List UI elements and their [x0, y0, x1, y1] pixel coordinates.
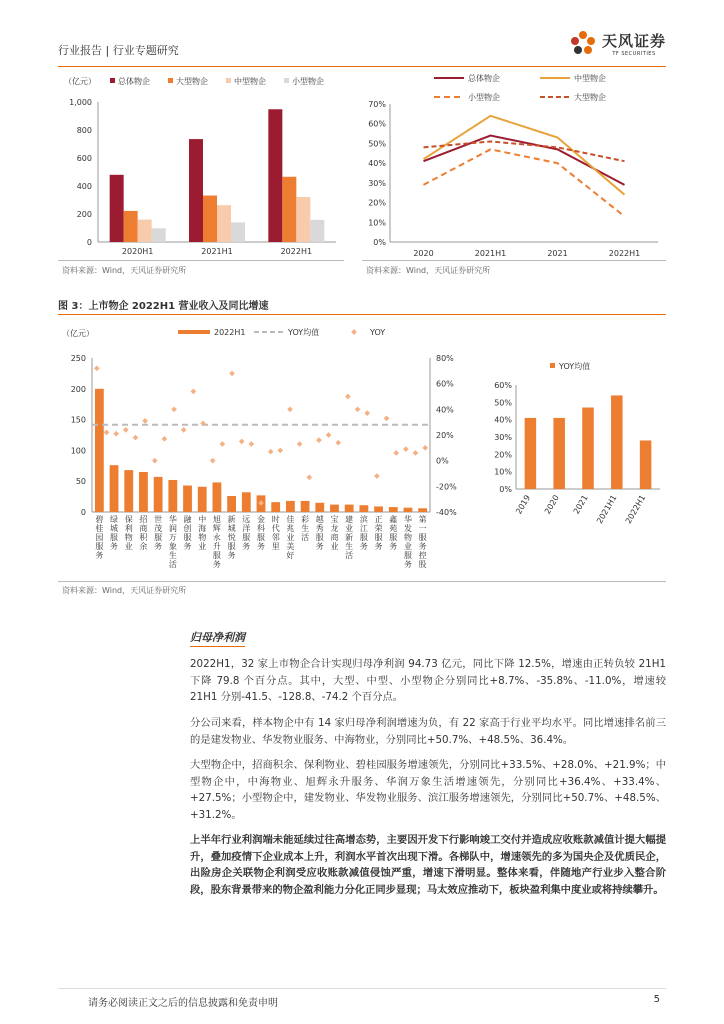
paragraph-3: 大型物企中，招商积余、保利物业、碧桂园服务增速领先，分别同比+33.5%、+28.0%、+21.9%；中型物企中，中海物业、旭辉永升服务、华润万象生活增速领先，分别同比+36.4%、+33.4%、+27.5%；小型物企中，建发物业、华发物业服务、滨江服务增速领先，分别同比+50.7%、+48.5%、+31.2%。 [190, 759, 666, 821]
chart3-bar [404, 508, 413, 512]
chart3-xtick: 越秀服务 [315, 515, 324, 551]
chart1-ytick: 200 [76, 210, 92, 219]
chart3-yoy-point [277, 448, 283, 454]
chart3-bar [213, 482, 222, 512]
chart3-yoy-point [152, 458, 158, 464]
chart3-legend-marker [351, 329, 357, 335]
chart3-xtick: 招商积余 [139, 515, 148, 551]
header-divider [58, 66, 666, 67]
chart3-xtick: 碧桂园服务 [95, 515, 104, 560]
chart-yoy-mean [480, 355, 666, 525]
chart3-bar [389, 507, 398, 512]
chart3-bar [110, 465, 119, 512]
chart3-xtick: 时代邻里 [271, 515, 280, 551]
chart2-ytick: 40% [368, 159, 386, 169]
footer-disclaimer: 请务必阅读正文之后的信息披露和免责申明 [88, 998, 278, 1009]
chart2-ytick: 10% [368, 218, 386, 228]
chart4-bar [553, 418, 565, 489]
chart1-bar [310, 220, 324, 242]
chart1-bar [124, 211, 138, 242]
chart3-ytick-right: 60% [436, 379, 454, 389]
chart1-ytick: 0 [86, 238, 92, 247]
chart1-source: 资料来源：Wind，天风证券研究所 [62, 266, 187, 275]
chart4-ytick: 10% [494, 467, 512, 477]
chart3-yoy-point [413, 450, 419, 456]
chart1-bar [138, 220, 152, 242]
chart4-xtick: 2019 [514, 493, 533, 516]
chart3-ytick-right: -20% [436, 482, 457, 492]
chart1-bar [203, 196, 217, 242]
chart3-ytick-left: 150 [70, 415, 86, 425]
chart2-xtick: 2021 [547, 249, 568, 258]
chart-revenue-by-size [58, 74, 344, 260]
chart3-ytick-left: 50 [75, 477, 86, 487]
chart3-xtick: 佳兆业美好 [286, 515, 295, 560]
chart3-yoy-point [335, 440, 341, 446]
chart3-ytick-right: 20% [436, 431, 454, 440]
chart3-xtick: 宝龙商业 [330, 515, 339, 551]
chart3-yoy-point [220, 441, 226, 447]
chart1-bar [231, 222, 245, 242]
chart4-bar [525, 418, 537, 489]
logo-name: 天风证券 [601, 31, 666, 50]
figure3-title-divider [58, 314, 666, 315]
chart3-yoy-point [326, 432, 332, 438]
chart4-xtick: 2022H1 [623, 493, 648, 525]
chart3-yoy-point [123, 427, 129, 433]
chart1-legend-label: 总体物企 [118, 77, 150, 86]
chart3-yoy-point [210, 458, 216, 464]
chart3-yoy-point [239, 439, 245, 445]
chart4-ytick: 50% [494, 398, 512, 408]
chart3-bar [301, 501, 310, 512]
chart3-yoy-point [142, 418, 148, 424]
chart3-bar [315, 503, 324, 512]
chart4-ytick: 30% [494, 433, 512, 442]
chart3-yoy-point [364, 410, 370, 416]
chart1-legend-swatch [110, 78, 115, 83]
chart4-bar [582, 408, 594, 489]
chart3-bar [286, 501, 295, 512]
chart3-bar [374, 506, 383, 512]
chart2-ytick: 0% [373, 238, 386, 247]
chart4-bar [640, 440, 652, 489]
chart3-yoy-point [104, 430, 110, 436]
chart3-legend-label: YOY均值 [288, 328, 320, 337]
chart3-ytick-right: 0% [436, 456, 449, 466]
chart3-yoy-point [94, 365, 100, 371]
chart3-ytick-right: 40% [436, 405, 454, 415]
chart1-xtick: 2020H1 [121, 247, 154, 256]
chart3-ytick-left: 250 [70, 354, 86, 363]
chart4-xtick: 2021 [571, 493, 590, 516]
chart3-bar [359, 505, 368, 512]
chart3-bar [183, 486, 192, 512]
chart3-yoy-point [393, 450, 399, 456]
chart1-bar [110, 175, 124, 242]
chart3-bar [345, 505, 354, 512]
chart3-xtick: 融创服务 [183, 515, 192, 551]
chart1-ytick: 600 [76, 154, 92, 163]
chart3-yoy-point [384, 415, 390, 421]
chart3-yoy-point [355, 407, 361, 413]
paragraph-4: 上半年行业利润端未能延续过往高增态势，主要因开发下行影响竣工交付并造成应收账款减值计提大幅提升，叠加疫情下企业成本上升，利润水平首次出现下滑。各梯队中，增速领先的多为国央企及优质民企，出险房企关联物企利润受应收账款减值侵蚀严重，增速下滑明显。整体来看，伴随地产行业步入整合阶段，股东背景带来的物企盈利能力分化正同步显现；马太效应推动下，板块盈利集中度业或将持续攀升。 [190, 834, 666, 896]
chart1-xtick: 2022H1 [280, 247, 313, 256]
chart3-bar [95, 389, 104, 512]
chart3-bar [154, 477, 163, 512]
chart3-xtick: 滨江服务 [359, 515, 368, 551]
chart3-ytick-right: -40% [436, 508, 457, 517]
chart3-yoy-point [229, 371, 235, 377]
chart3-yoy-point [287, 407, 293, 413]
logo-flower-icon [568, 28, 598, 58]
chart3-bar [330, 505, 339, 512]
chart3-yoy-point [297, 441, 303, 447]
chart3-yoy-point [422, 445, 428, 451]
chart3-yoy-point [268, 449, 274, 455]
chart3-bar [227, 496, 236, 512]
chart3-yoy-point [133, 435, 139, 441]
chart3-yoy-point [306, 475, 312, 481]
chart3-yoy-point [171, 407, 177, 413]
chart3-xtick: 新城悦服务 [227, 515, 236, 560]
chart1-ytick: 1,000 [69, 98, 92, 107]
chart3-xtick: 鑫苑服务 [389, 515, 398, 551]
chart3-yoy-point [249, 441, 255, 447]
chart3-bar [242, 492, 251, 512]
chart1-legend-label: 中型物企 [234, 77, 266, 86]
chart1-bar [217, 205, 231, 242]
chart1-bar [296, 197, 310, 242]
chart1-legend-swatch [226, 78, 231, 83]
chart1-bar [189, 139, 203, 242]
chart2-source: 资料来源：Wind，天风证券研究所 [366, 266, 491, 275]
chart3-ytick-left: 100 [70, 446, 86, 456]
chart4-ytick: 0% [499, 485, 512, 494]
company-logo [568, 28, 666, 58]
chart4-legend-label: YOY均值 [559, 362, 591, 371]
chart1-unit: （亿元） [64, 77, 96, 86]
chart3-divider [58, 581, 666, 582]
chart3-xtick: 绿城服务 [110, 515, 119, 551]
chart3-yoy-point [191, 389, 197, 395]
report-header: 行业报告 | 行业专题研究 [58, 44, 179, 57]
chart3-xtick: 建业新生活 [345, 515, 354, 560]
chart3-yoy-point [113, 431, 119, 437]
chart3-bar [198, 487, 207, 512]
paragraph-2: 分公司来看，样本物企中有 14 家归母净利润增速为负，有 22 家高于行业平均水平。同比增速排名前三的是建发物业、华发物业服务、中海物业，分别同比+50.7%、+48.5%、36.4%。 [190, 717, 666, 746]
chart3-bar [139, 472, 148, 512]
chart1-legend-label: 大型物企 [176, 77, 208, 86]
chart4-xtick: 2020 [542, 493, 561, 516]
chart3-xtick: 华发物业服务 [403, 515, 412, 569]
chart1-bar [152, 228, 166, 242]
chart3-unit: （亿元） [62, 329, 94, 338]
chart2-series-line [424, 149, 625, 216]
chart2-ytick: 60% [368, 119, 386, 129]
chart1-legend-swatch [284, 78, 289, 83]
chart1-bar [268, 109, 282, 242]
chart3-yoy-point [316, 437, 322, 443]
chart3-xtick: 保利物业 [124, 515, 133, 551]
chart2-ytick: 50% [368, 139, 386, 149]
chart3-bar [418, 508, 427, 512]
chart2-ytick: 20% [368, 198, 386, 208]
chart1-ytick: 800 [76, 126, 92, 135]
chart1-legend-swatch [168, 78, 173, 83]
chart3-yoy-point [162, 436, 168, 442]
chart3-ytick-left: 0 [80, 508, 86, 517]
chart3-bar [271, 502, 280, 512]
chart3-source: 资料来源：Wind，天风证券研究所 [62, 586, 187, 595]
chart3-xtick: 正荣服务 [374, 515, 383, 551]
chart1-bar [282, 177, 296, 242]
chart3-xtick: 旭辉永升服务 [212, 515, 221, 569]
chart1-xtick: 2021H1 [201, 247, 233, 256]
section-title: 归母净利润 [190, 629, 245, 647]
paragraph-1: 2022H1，32 家上市物企合计实现归母净利润 94.73 亿元，同比下降 12.5%，增速由正转负较 21H1 下降 79.8 个百分点。其中，大型、中型、小型物企分别同比+8.7%、-35.8%、-11.0%，增速较 21H1 分别-41.5、-128.8、-74.2 个百分点。 [190, 658, 666, 703]
chart2-series-line [424, 136, 625, 185]
chart3-yoy-point [374, 473, 380, 479]
chart3-legend-swatch [178, 330, 210, 334]
figure3-title: 图 3：上市物企 2022H1 营业收入及同比增速 [58, 301, 269, 312]
chart3-yoy-point [403, 446, 409, 452]
chart-growth-lines [362, 70, 666, 262]
chart2-series-line [424, 141, 625, 161]
logo-english: TF SECURITIES [612, 50, 656, 57]
chart1-ytick: 400 [76, 182, 92, 191]
chart2-divider [362, 260, 666, 261]
chart3-bar [124, 470, 133, 512]
chart3-ytick-left: 200 [70, 384, 86, 394]
chart2-legend-label: 中型物企 [574, 74, 606, 83]
chart3-yoy-point [181, 427, 187, 433]
chart1-legend-label: 小型物企 [292, 77, 324, 86]
chart4-legend-swatch [550, 363, 555, 368]
chart2-ytick: 70% [368, 100, 386, 109]
chart1-divider [58, 260, 344, 261]
chart2-xtick: 2020 [413, 249, 434, 258]
chart2-ytick: 30% [368, 178, 386, 188]
chart4-xtick: 2021H1 [595, 493, 619, 525]
chart4-ytick: 60% [494, 381, 512, 390]
footer-divider [58, 988, 666, 989]
chart3-xtick: 华润万象生活 [168, 515, 177, 569]
chart-revenue-yoy [58, 318, 478, 578]
chart2-legend-label: 总体物企 [468, 74, 500, 83]
chart4-ytick: 40% [494, 415, 512, 425]
chart3-legend-label: YOY [370, 328, 386, 337]
chart3-legend-label: 2022H1 [214, 328, 246, 337]
chart2-legend-label: 大型物企 [574, 93, 606, 102]
chart3-xtick: 第一服务控股 [418, 515, 427, 569]
chart3-xtick: 远洋服务 [242, 515, 251, 551]
chart3-xtick: 世茂服务 [154, 515, 163, 551]
chart4-ytick: 20% [494, 450, 512, 460]
chart3-ytick-right: 80% [436, 354, 454, 363]
chart2-xtick: 2021H1 [474, 249, 507, 258]
chart3-xtick: 中海物业 [198, 515, 207, 551]
chart2-xtick: 2022H1 [608, 249, 641, 258]
chart2-legend-label: 小型物企 [468, 93, 500, 102]
chart3-yoy-point [345, 394, 351, 400]
chart3-bar [168, 480, 177, 512]
chart3-xtick: 彩生活 [301, 515, 310, 542]
page-number: 5 [653, 994, 660, 1005]
chart3-xtick: 金科服务 [257, 515, 265, 551]
chart4-bar [611, 395, 623, 489]
